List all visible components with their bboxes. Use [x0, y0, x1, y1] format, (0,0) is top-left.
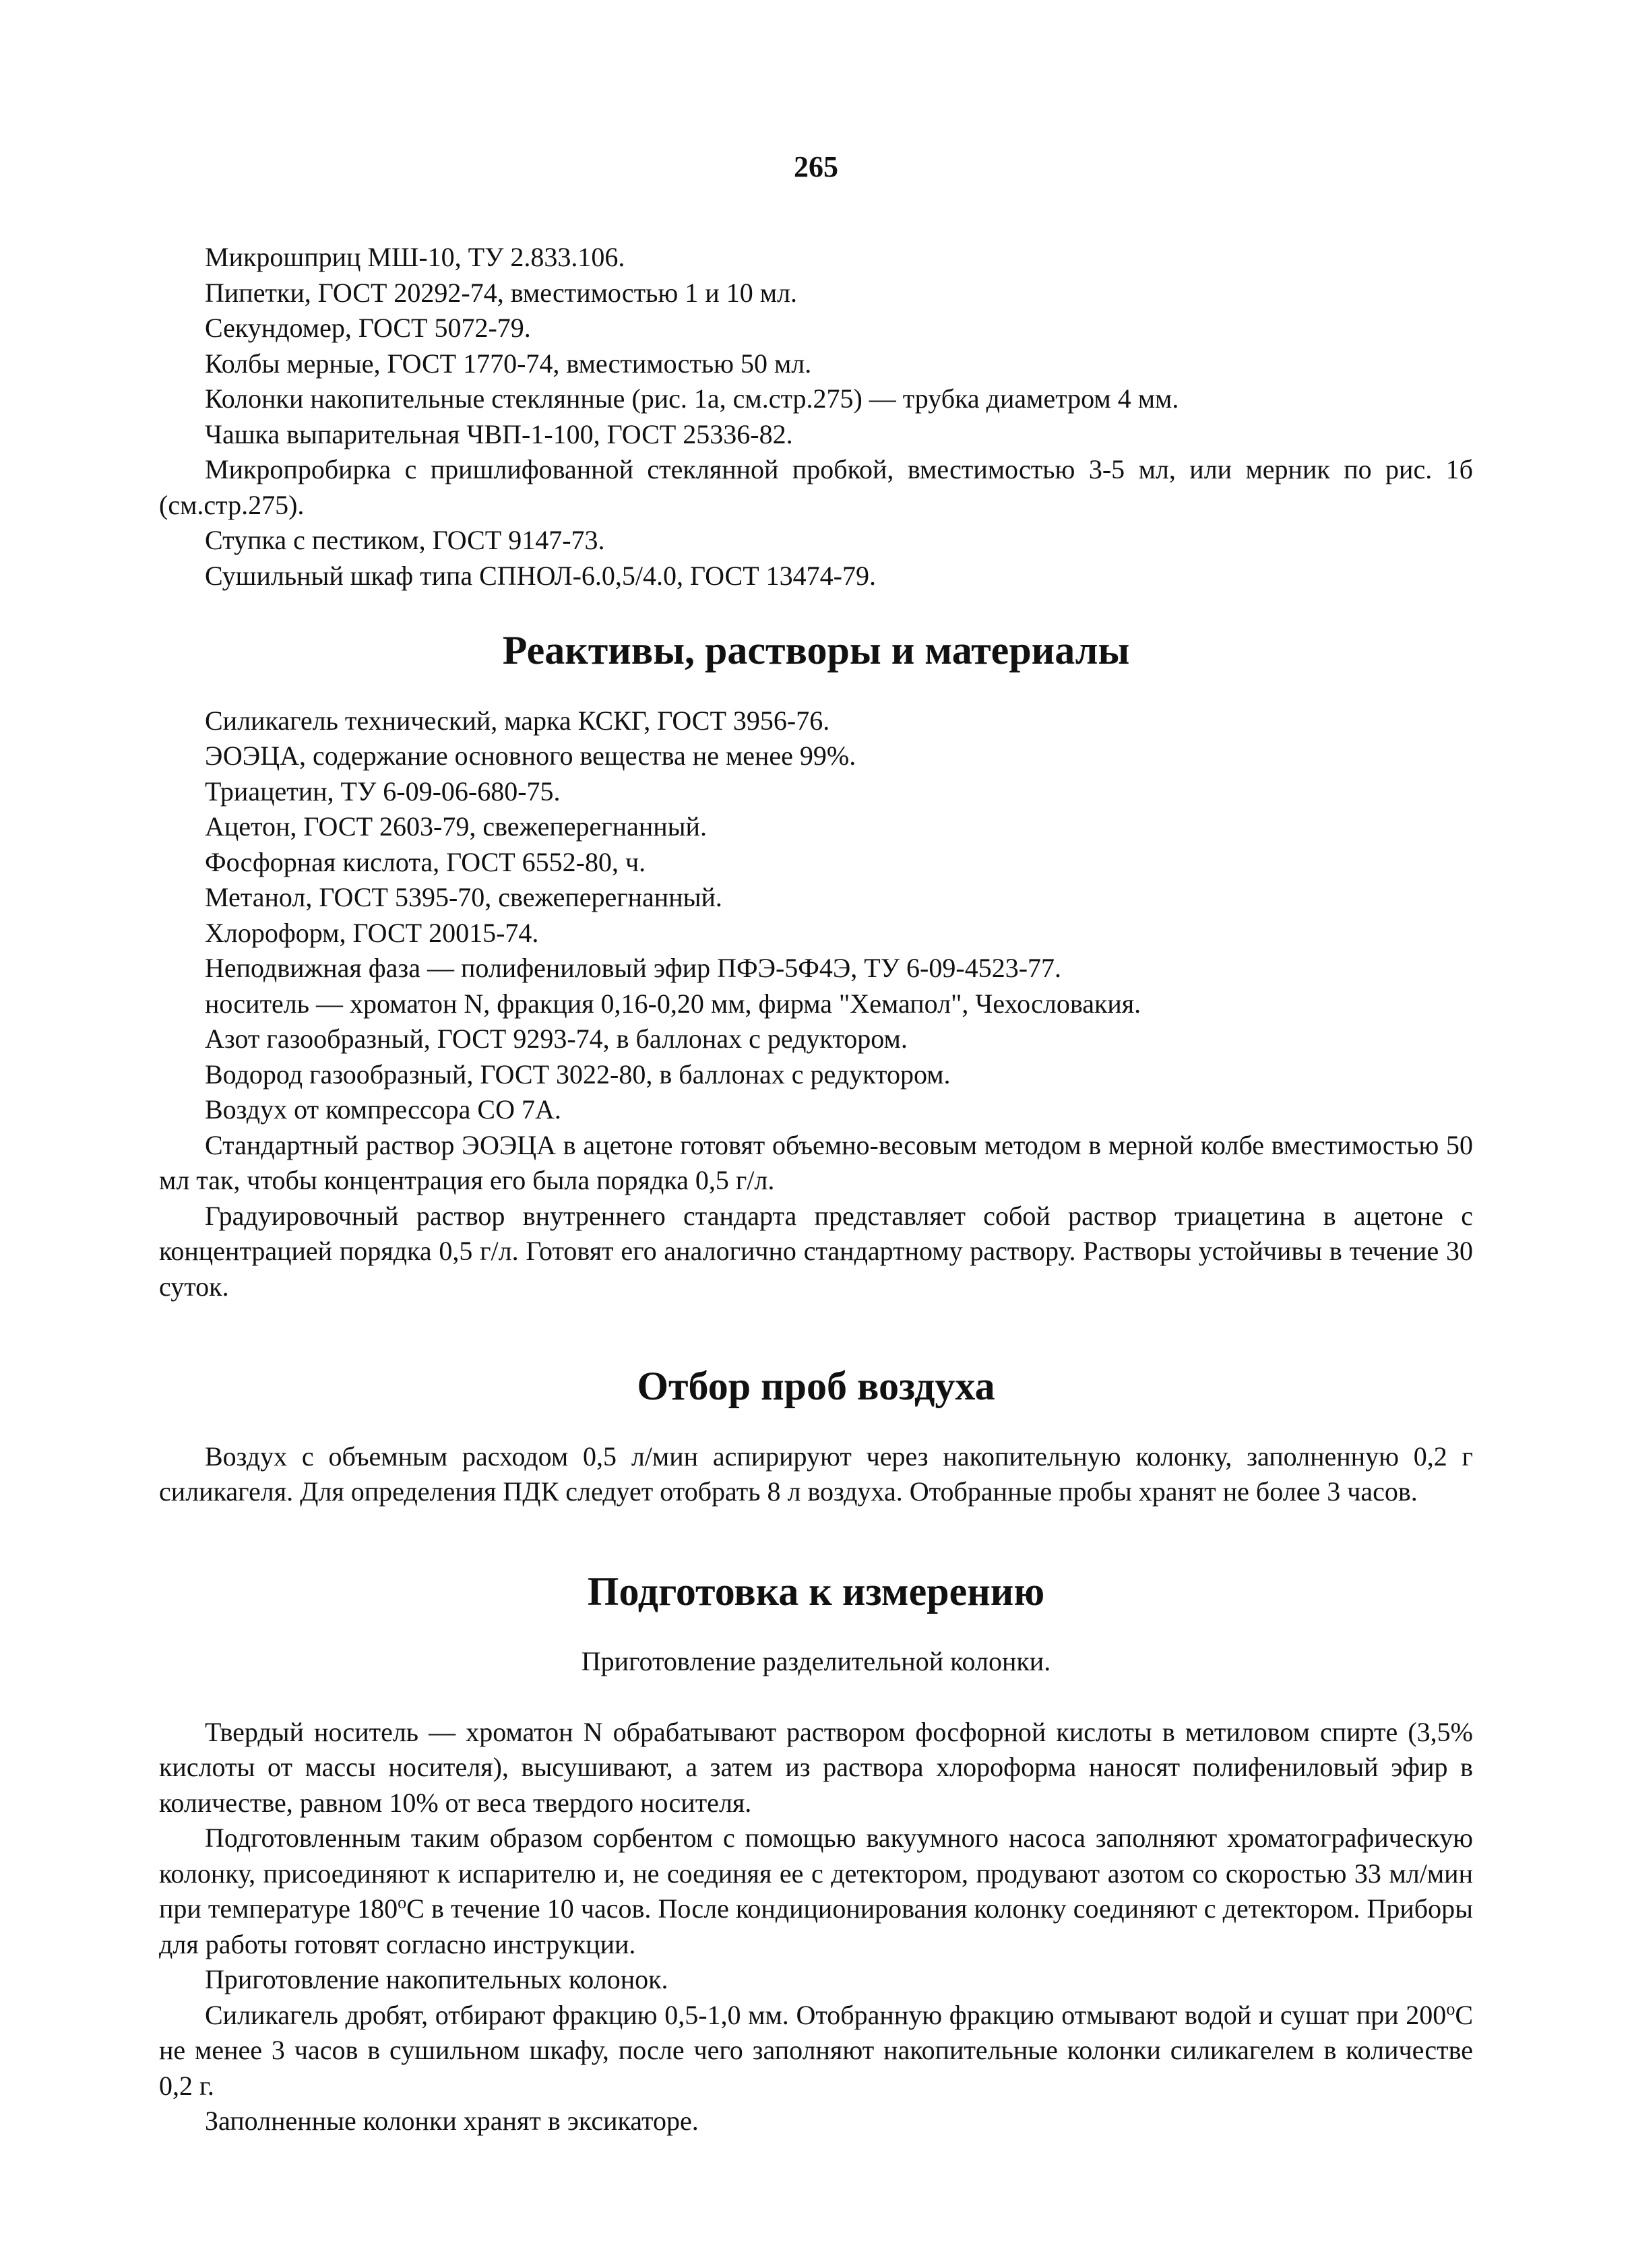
degree-sign: о	[398, 1893, 407, 1912]
list-item: Воздух от компрессора СО 7А.	[205, 1094, 561, 1125]
list-item: Неподвижная фаза — полифениловый эфир ПФЭ-5Ф4Э, ТУ 6-09-4523-77.	[205, 953, 1062, 983]
list-item: Водород газообразный, ГОСТ 3022-80, в баллонах с редуктором.	[205, 1059, 951, 1090]
list-item: Секундомер, ГОСТ 5072-79.	[205, 313, 531, 343]
list-item: Триацетин, ТУ 6-09-06-680-75.	[205, 776, 561, 807]
paragraph-sampling: Воздух с объемным расходом 0,5 л/мин аспирируют через накопительную колонку, заполненную 0,2 г силикагеля. Для определения ПДК следует отобрать 8 л воздуха. Отобранные пробы хранят не более 3 часов.	[159, 1441, 1473, 1507]
list-item: Колбы мерные, ГОСТ 1770-74, вместимостью 50 мл.	[205, 348, 812, 379]
list-item: Метанол, ГОСТ 5395-70, свежеперегнанный.	[205, 882, 722, 912]
list-item: Ацетон, ГОСТ 2603-79, свежеперегнанный.	[205, 811, 707, 842]
text-segment: С не менее 3 часов в сушильном шкафу, после чего заполняют накопительные колонки силикагелем в количестве 0,2 г.	[159, 1999, 1473, 2101]
list-item: Микропробирка с пришлифованной стеклянной пробкой, вместимостью 3-5 мл, или мерник по рис. 1б (см.стр.275).	[159, 454, 1473, 520]
reagents-list	[159, 703, 1473, 1128]
list-item: Колонки накопительные стеклянные (рис. 1а, см.стр.275) — трубка диаметром 4 мм.	[205, 383, 1179, 414]
paragraph-column-filling	[159, 1821, 1473, 1962]
list-item: Чашка выпарительная ЧВП-1-100, ГОСТ 25336-82.	[205, 418, 793, 449]
document-page	[159, 0, 1473, 2268]
paragraph-solid-carrier: Твердый носитель — хроматон N обрабатывают раствором фосфорной кислоты в метиловом спирте (3,5% кислоты от массы носителя), высушивают, а затем из раствора хлороформа наносят полифениловый эфир в количестве, равном 10% от веса твердого носителя.	[159, 1716, 1473, 1818]
text-segment: Силикагель дробят, отбирают фракцию 0,5-1,0 мм. Отобранную фракцию отмывают водой и сушат при 200	[205, 1999, 1447, 2030]
page-content	[159, 240, 1473, 2139]
list-item: Силикагель технический, марка КСКГ, ГОСТ 3956-76.	[205, 705, 830, 736]
paragraph-storage: Заполненные колонки хранят в эксикаторе.	[205, 2106, 699, 2136]
paragraph-silica-gel	[159, 1998, 1473, 2104]
degree-sign: о	[1446, 1998, 1455, 2019]
equipment-list	[159, 240, 1473, 594]
subheading-separation-column: Приготовление разделительной колонки.	[581, 1646, 1051, 1676]
list-item: Сушильный шкаф типа СПНОЛ-6.0,5/4.0, ГОСТ 13474-79.	[205, 560, 876, 591]
list-item: Ступка с пестиком, ГОСТ 9147-73.	[205, 525, 605, 555]
text-segment: С в течение 10 часов. После кондиционирования колонку соединяют с детектором. Приборы для работы готовят согласно инструкции.	[159, 1893, 1473, 1959]
paragraph-accumulation-columns-title: Приготовление накопительных колонок.	[205, 1964, 668, 1994]
paragraph-calibration-solution: Градуировочный раствор внутреннего стандарта представляет собой раствор триацетина в ацетоне с концентрацией порядка 0,5 г/л. Готовят его аналогично стандартному раствору. Растворы устойчивы в течение 30 суток.	[159, 1200, 1473, 1302]
list-item: Азот газообразный, ГОСТ 9293-74, в баллонах с редуктором.	[205, 1023, 908, 1054]
section-heading-preparation: Подготовка к измерению	[587, 1569, 1045, 1614]
section-heading-reagents: Реактивы, растворы и материалы	[502, 628, 1130, 672]
paragraph-standard-solution: Стандартный раствор ЭОЭЦА в ацетоне готовят объемно-весовым методом в мерной колбе вместимостью 50 мл так, чтобы концентрация его была порядка 0,5 г/л.	[159, 1129, 1473, 1195]
list-item: Пипетки, ГОСТ 20292-74, вместимостью 1 и 10 мл.	[205, 277, 797, 308]
list-item: носитель — хроматон N, фракция 0,16-0,20 мм, фирма "Хемапол", Чехословакия.	[205, 988, 1141, 1019]
list-item: Фосфорная кислота, ГОСТ 6552-80, ч.	[205, 846, 646, 877]
list-item: ЭОЭЦА, содержание основного вещества не менее 99%.	[205, 741, 856, 771]
list-item: Микрошприц МШ-10, ТУ 2.833.106.	[205, 242, 625, 272]
page-number: 265	[794, 150, 838, 183]
list-item: Хлороформ, ГОСТ 20015-74.	[205, 917, 539, 948]
section-heading-sampling: Отбор проб воздуха	[637, 1364, 995, 1408]
text-segment: Подготовленным таким образом сорбентом с помощью вакуумного насоса заполняют хроматографическую колонку, присоединяют к испарителю и, не соединяя ее с детектором, продувают азотом со скоростью 33 мл/мин при температуре 180	[159, 1823, 1473, 1924]
